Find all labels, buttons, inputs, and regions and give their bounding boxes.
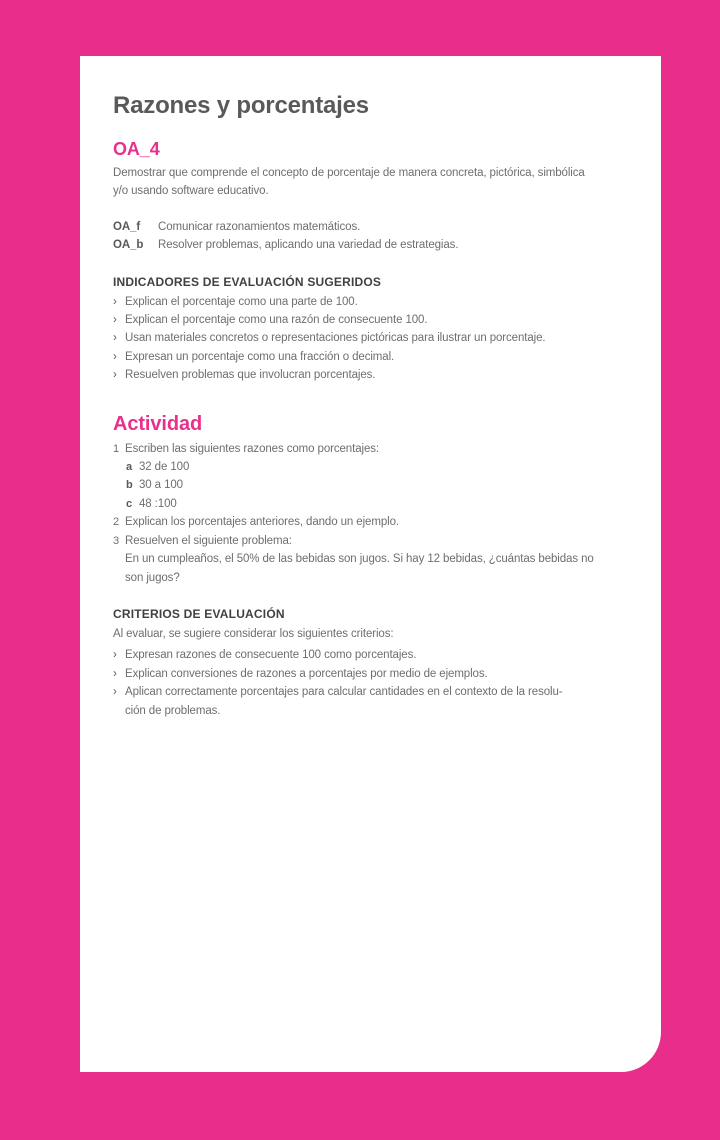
item-number: 2 [113, 516, 120, 529]
item-number: 3 [113, 534, 120, 547]
note-line-2: son jugos? [125, 571, 180, 584]
list-item [113, 366, 643, 384]
actividad-list [113, 440, 643, 587]
indicador-text: Explican el porcentaje como una razón de consecuente 100. [125, 314, 428, 327]
skill-row-oa-b [113, 236, 643, 254]
page-title: Razones y porcentajes [113, 92, 369, 119]
indicadores-list [113, 293, 643, 385]
oa4-description [113, 164, 643, 201]
item-text: Resuelven el siguiente problema: [125, 534, 292, 547]
subitem-text: 30 a 100 [139, 479, 183, 492]
chevron-bullet-icon: › [113, 649, 117, 662]
oa-skills-list [113, 218, 643, 255]
criterio-line-1: Aplican correctamente porcentajes para calcular cantidades en el contexto de la resolu- [125, 686, 563, 699]
indicador-text: Expresan un porcentaje como una fracción o decimal. [125, 350, 395, 363]
actividad-item-1 [113, 440, 643, 458]
chevron-bullet-icon: › [113, 332, 117, 345]
list-item [113, 329, 643, 347]
indicador-text: Usan materiales concretos o representaciones pictóricas para ilustrar un porcentaje. [125, 332, 546, 345]
criterios-list [113, 646, 643, 720]
criterio-line-2: ción de problemas. [125, 704, 221, 717]
subitem-text: 32 de 100 [139, 461, 190, 474]
skill-text-oa-f: Comunicar razonamientos matemáticos. [158, 220, 361, 233]
actividad-item-3 [113, 532, 643, 550]
oa4-description-line-2: y/o usando software educativo. [113, 185, 269, 198]
oa4-heading: OA_4 [113, 139, 160, 159]
actividad-subitem-b [126, 476, 643, 494]
list-item [113, 683, 643, 720]
chevron-bullet-icon: › [113, 369, 117, 382]
actividad-subitem-a [126, 458, 643, 476]
chevron-bullet-icon: › [113, 350, 117, 363]
criterios-heading: CRITERIOS DE EVALUACIÓN [113, 606, 285, 621]
item-text: Explican los porcentajes anteriores, dando un ejemplo. [125, 516, 399, 529]
chevron-bullet-icon: › [113, 686, 117, 699]
chevron-bullet-icon: › [113, 295, 117, 308]
chevron-bullet-icon: › [113, 667, 117, 680]
subitem-text: 48 :100 [139, 497, 177, 510]
skill-text-oa-b: Resolver problemas, aplicando una variedad de estrategias. [158, 239, 459, 252]
indicador-text: Explican el porcentaje como una parte de 100. [125, 295, 358, 308]
list-item [113, 293, 643, 311]
criterio-text: Expresan razones de consecuente 100 como porcentajes. [125, 649, 417, 662]
criterios-intro: Al evaluar, se sugiere considerar los siguientes criterios: [113, 627, 394, 640]
item-text: Escriben las siguientes razones como porcentajes: [125, 442, 379, 455]
indicador-text: Resuelven problemas que involucran porcentajes. [125, 369, 376, 382]
actividad-subitem-c [126, 495, 643, 513]
oa4-description-line-1: Demostrar que comprende el concepto de porcentaje de manera concreta, pictórica, simbólica [113, 167, 585, 179]
subitem-letter: c [126, 497, 133, 510]
list-item [113, 311, 643, 329]
actividad-item-2 [113, 513, 643, 531]
subitem-letter: a [126, 461, 133, 474]
chevron-bullet-icon: › [113, 314, 117, 327]
skill-code-oa-b: OA_b [113, 239, 144, 252]
document-card [80, 56, 661, 1072]
list-item [113, 348, 643, 366]
criterio-text [125, 683, 563, 720]
skill-row-oa-f [113, 218, 643, 236]
list-item [113, 665, 643, 683]
item-number: 1 [113, 442, 120, 455]
actividad-item-3-note [125, 550, 643, 587]
criterio-text: Explican conversiones de razones a porcentajes por medio de ejemplos. [125, 667, 488, 680]
list-item [113, 646, 643, 664]
skill-code-oa-f: OA_f [113, 220, 141, 233]
document-content [80, 56, 661, 720]
subitem-letter: b [126, 479, 133, 492]
note-line-1: En un cumpleaños, el 50% de las bebidas son jugos. Si hay 12 bebidas, ¿cuántas bebidas no [125, 553, 594, 566]
actividad-heading: Actividad [113, 412, 203, 435]
indicadores-heading: INDICADORES DE EVALUACIÓN SUGERIDOS [113, 274, 382, 289]
